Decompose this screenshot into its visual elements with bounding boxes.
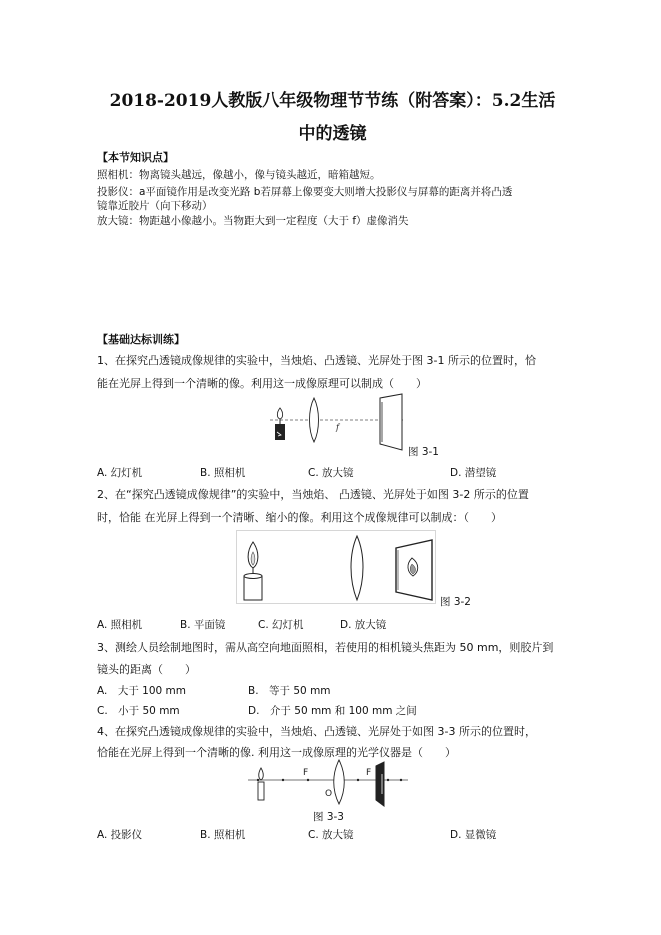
knowledge-line-projector-cont: 镜靠近胶片（向下移动） xyxy=(97,200,213,212)
document-title-line1: 2018-2019人教版八年级物理节节练（附答案）：5.2生活 xyxy=(109,91,556,111)
q2-option-a: A. 照相机 xyxy=(97,619,143,631)
knowledge-heading: 【本节知识点】 xyxy=(97,151,174,164)
convex-lens-icon xyxy=(310,398,319,442)
q3-option-d: D. 介于 50 mm 和 100 mm 之间 xyxy=(248,705,417,717)
knowledge-line-camera: 照相机：物离镜头越远，像越小，像与镜头越近，暗箱越短。 xyxy=(97,169,381,181)
q4-option-d: D. 显微镜 xyxy=(450,829,497,841)
q4-text-line2: 恰能在光屏上得到一个清晰的像. 利用这一成像原理的光学仪器是（ ） xyxy=(97,746,456,759)
q1-text-line1: 1、在探究凸透镜成像规律的实验中，当烛焰、凸透镜、光屏处于图 3-1 所示的位置时，恰 xyxy=(97,354,536,367)
q2-option-d: D. 放大镜 xyxy=(340,619,387,631)
q4-option-a: A. 投影仪 xyxy=(97,829,143,841)
figure-3-2 xyxy=(236,530,436,604)
q3-option-a: A. 大于 100 mm xyxy=(97,685,187,697)
document-title-line2: 中的透镜 xyxy=(298,124,367,144)
q3-option-c: C. 小于 50 mm xyxy=(97,705,180,717)
focal-label-right: F xyxy=(366,768,372,778)
figure-3-2-caption: 图 3-2 xyxy=(440,596,471,608)
q2-text-line1: 2、在“探究凸透镜成像规律”的实验中，当烛焰、 凸透镜、光屏处于如图 3-2 所示的位置 xyxy=(97,488,529,501)
q1-option-d: D. 潜望镜 xyxy=(450,467,497,479)
figure-3-1 xyxy=(266,394,436,450)
q1-option-b: B. 照相机 xyxy=(200,467,246,479)
knowledge-line-magnifier: 放大镜：物距越小像越小。当物距大到一定程度（大于 f）虚像消失 xyxy=(97,215,409,227)
q1-option-c: C. 放大镜 xyxy=(308,467,354,479)
q3-option-b: B. 等于 50 mm xyxy=(248,685,331,697)
figure-3-3 xyxy=(248,760,408,808)
practice-heading: 【基础达标训练】 xyxy=(97,333,185,346)
convex-lens-icon xyxy=(334,760,345,804)
q4-text-line1: 4、在探究凸透镜成像规律的实验中，当烛焰、凸透镜、光屏处于如图 3-3 所示的位置时， xyxy=(97,725,536,738)
q1-option-a: A. 幻灯机 xyxy=(97,467,143,479)
figure-3-3-caption: 图 3-3 xyxy=(313,811,344,823)
q2-option-c: C. 幻灯机 xyxy=(258,619,304,631)
candle-icon xyxy=(275,408,285,440)
knowledge-line-projector: 投影仪：a平面镜作用是改变光路 b若屏幕上像要变大则增大投影仪与屏幕的距离并将凸透 xyxy=(97,186,513,198)
optical-center-label: O xyxy=(325,789,333,799)
candle-icon xyxy=(258,768,264,800)
light-screen-icon xyxy=(376,762,384,806)
q3-text-line2: 镜头的距离（ ） xyxy=(97,663,196,676)
q2-option-b: B. 平面镜 xyxy=(180,619,226,631)
q4-option-c: C. 放大镜 xyxy=(308,829,354,841)
svg-text:f: f xyxy=(336,423,339,432)
focal-label-left: F xyxy=(303,768,309,778)
q4-option-b: B. 照相机 xyxy=(200,829,246,841)
light-screen-icon xyxy=(396,540,432,600)
q1-text-line2: 能在光屏上得到一个清晰的像。利用这一成像原理可以制成（ ） xyxy=(97,377,427,390)
q3-text-line1: 3、测绘人员绘制地图时，需从高空向地面照相，若使用的相机镜头焦距为 50 mm，则胶片到 xyxy=(97,641,554,654)
q2-text-line2: 时，恰能 在光屏上得到一个清晰、缩小的像。利用这个成像规律可以制成：（ ） xyxy=(97,511,502,524)
figure-3-1-caption: 图 3-1 xyxy=(408,446,439,458)
light-screen-icon xyxy=(380,394,402,450)
